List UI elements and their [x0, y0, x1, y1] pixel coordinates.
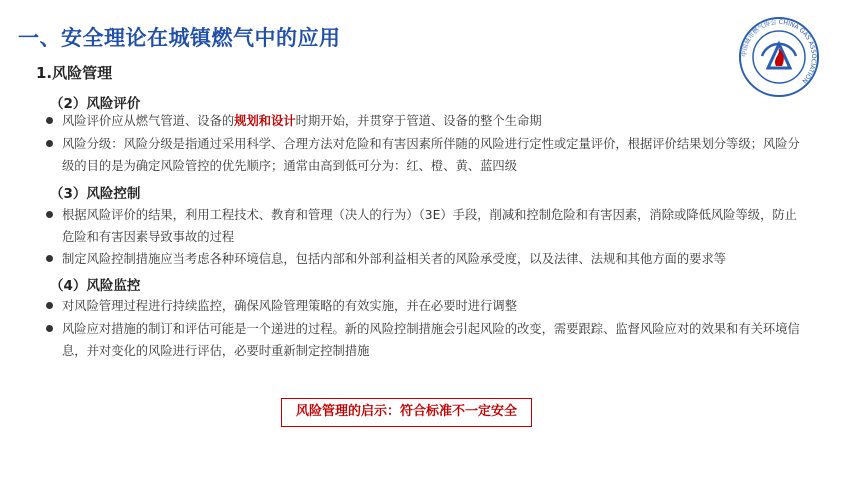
bullet-item: 制定风险控制措施应当考虑各种环境信息，包括内部和外部利益相关者的风险承受度，以及法律、法规和其他方面的要求等 [46, 248, 806, 270]
section-subtitle: 1.风险管理 [36, 64, 113, 82]
bullet-item: 风险应对措施的制订和评估可能是一个递进的过程。新的风险控制措施会引起风险的改变，需要跟踪、监督风险应对的效果和有关环境信息，并对变化的风险进行评估，必要时重新制定控制措施 [46, 318, 806, 362]
section-heading-risk-control: （3）风险控制 [50, 186, 141, 202]
bullet-dot-icon [46, 117, 53, 124]
section-heading-risk-monitoring: （4）风险监控 [50, 278, 141, 294]
bullet-dot-icon [46, 302, 53, 309]
highlight-text: 规划和设计 [234, 114, 296, 128]
bullet-dot-icon [46, 140, 53, 147]
bullet-item: 风险评价应从燃气管道、设备的规划和设计时期开始，并贯穿于管道、设备的整个生命期 [46, 110, 806, 132]
bullet-dot-icon [46, 211, 53, 218]
section-heading-risk-assessment: （2）风险评价 [50, 96, 141, 112]
bullet-item: 对风险管理过程进行持续监控，确保风险管理策略的有效实施，并在必要时进行调整 [46, 295, 806, 317]
logo-ring-text: 中国城市燃气协会 CHINA GAS ASSOCIATION [740, 18, 818, 85]
page-title: 一、安全理论在城镇燃气中的应用 [18, 26, 341, 50]
china-gas-association-logo [738, 16, 820, 98]
bullet-item: 风险分级：风险分级是指通过采用科学、合理方法对危险和有害因素所伴随的风险进行定性或定量评价，根据评价结果划分等级；风险分级的目的是为确定风险管控的优先顺序；通常由高到低可分为：红、橙、黄、蓝四级 [46, 133, 806, 177]
bullet-dot-icon [46, 325, 53, 332]
bullet-item: 根据风险评价的结果，利用工程技术、教育和管理（决人的行为）（3E）手段，削减和控制危险和有害因素，消除或降低风险等级，防止危险和有害因素导致事故的过程 [46, 204, 806, 248]
bullet-dot-icon [46, 255, 53, 262]
callout-box: 风险管理的启示：符合标准不一定安全 [281, 398, 532, 427]
